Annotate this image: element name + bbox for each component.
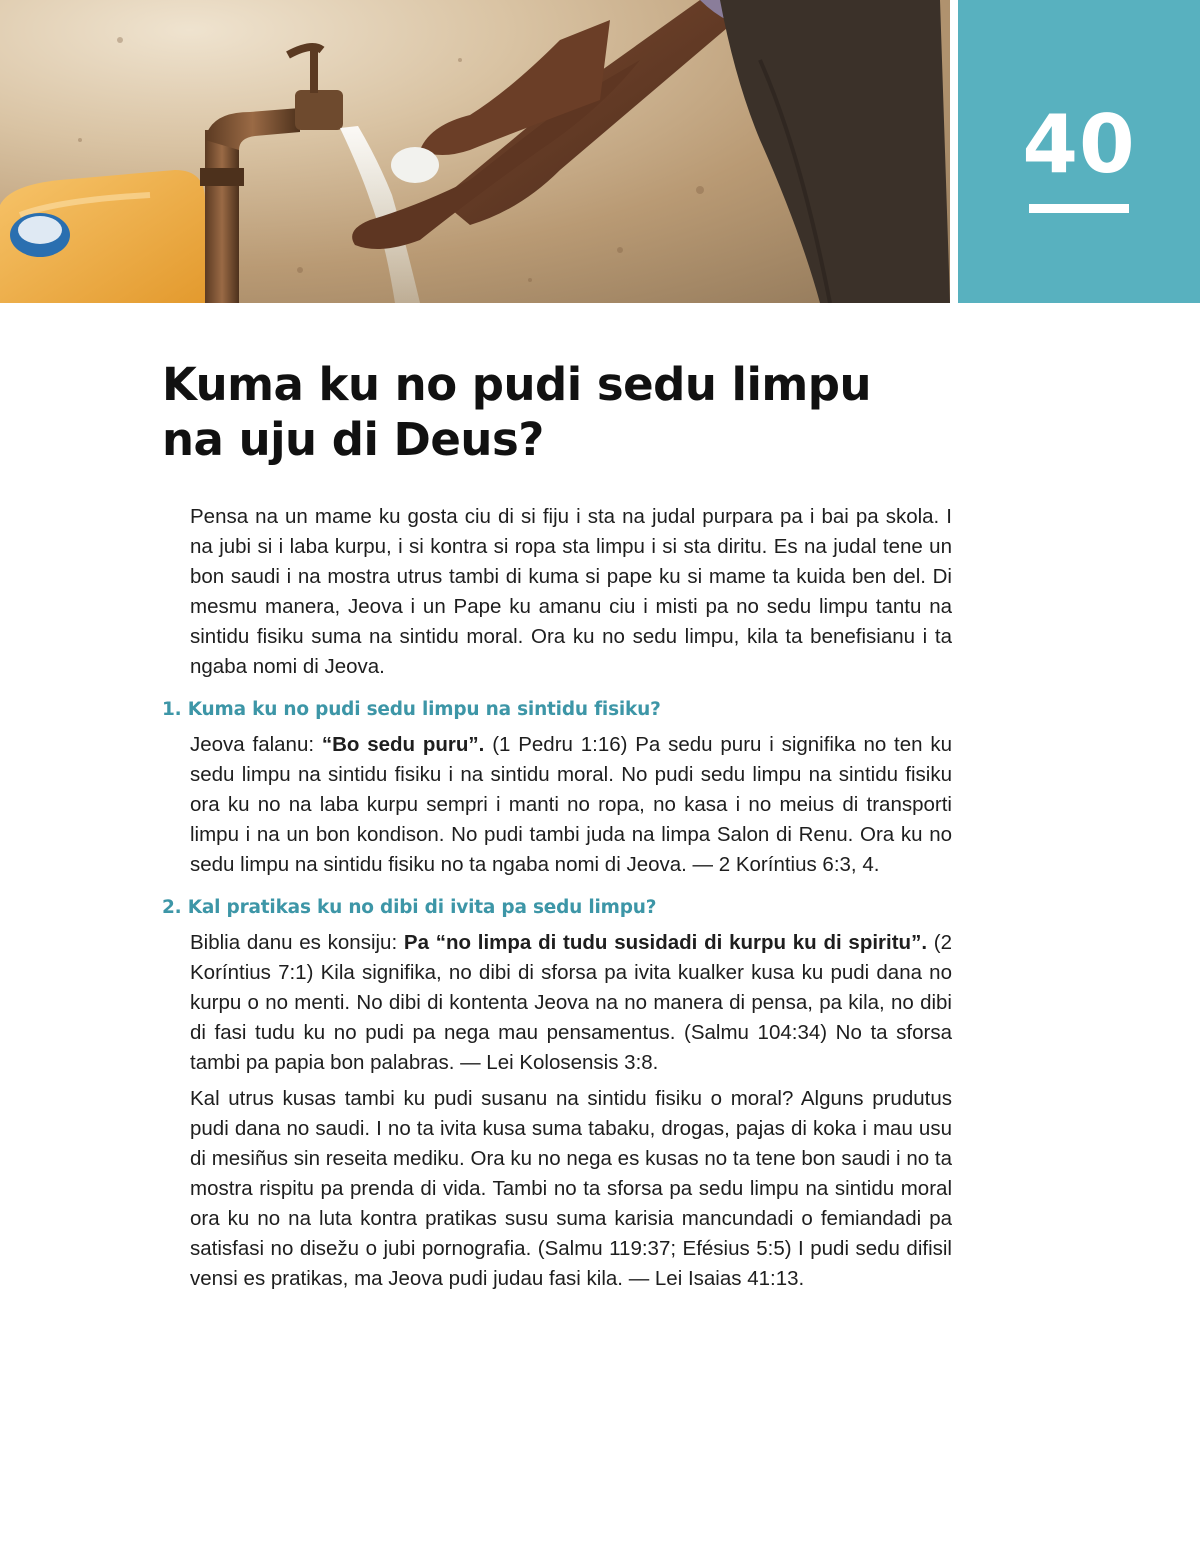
page-title bbox=[162, 357, 962, 467]
section-1-rest: (1 Pedru 1:16) Pa sedu puru i signifika no ten ku sedu limpu na sintidu fisiku i na sintidu moral. No pudi sedu limpu na sintidu fisiku ora ku no na laba kurpu sempri i manti no ropa, no kasa i no meius di transporti limpu i na un bon kondison. No pudi tambi juda na limpa Salon di Renu. Ora ku no sedu limpu na sintidu fisiku no ta ngaba nomi di Jeova. — 2 Koríntius 6:3, 4. bbox=[190, 733, 952, 876]
jerrycan-icon bbox=[0, 170, 205, 303]
section-2-heading: 2. Kal pratikas ku no dibi di ivita pa sedu limpu? bbox=[162, 897, 657, 918]
section-1-paragraph bbox=[190, 730, 952, 880]
lesson-body bbox=[162, 502, 952, 1294]
section-2-rest: (2 Koríntius 7:1) Kila signifika, no dibi di sforsa pa ivita kualker kusa ku pudi dana no kurpu o no menti. No dibi di kontenta Jeova na no manera di pensa, pa kila, no dibi di fasi tudu ku no pudi pa nega mau pensamentus. (Salmu 104:34) No ta sforsa tambi pa papia bon palabras. — Lei Kolosensis 3:8. bbox=[190, 931, 952, 1074]
section-2-paragraph-1 bbox=[190, 928, 952, 1078]
title-line-1: Kuma ku no pudi sedu limpu bbox=[162, 358, 872, 411]
title-line-2: na uju di Deus? bbox=[162, 413, 544, 466]
hands-washing-illustration bbox=[0, 0, 950, 303]
section-2-quote: Pa “no limpa di tudu susidadi di kurpu ku di spiritu”. bbox=[403, 931, 928, 954]
badge-underline bbox=[1029, 204, 1129, 213]
section-2-paragraph-2: Kal utrus kusas tambi ku pudi susanu na sintidu fisiku o moral? Alguns prudutus pudi dana no saudi. I no ta ivita kusa suma tabaku, drogas, pajas di koka i mau usu di mesiñus sin reseita mediku. Ora ku no nega es kusas no ta tene bon saudi i no ta mostra rispitu pa prenda di vida. Tambi no ta sforsa pa sedu limpu na sintidu moral ora ku no na luta kontra pratikas susu suma karisia mancundadi o femiandadi pa satisfasi no disežu o jubi pornografia. (Salmu 119:37; Efésius 5:5) I pudi sedu difisil vensi es pratikas, ma Jeova pudi judau fasi kila. — Lei Isaias 41:13. bbox=[190, 1087, 952, 1290]
section-1-quote: “Bo sedu puru”. bbox=[321, 733, 485, 756]
lesson-number: 40 bbox=[1022, 98, 1136, 191]
section-1-lead: Jeova falanu: bbox=[190, 733, 322, 756]
section-1-heading: 1. Kuma ku no pudi sedu limpu na sintidu fisiku? bbox=[162, 699, 661, 720]
water-tap-icon bbox=[200, 47, 343, 303]
lesson-number-badge bbox=[958, 0, 1200, 303]
hands-icon bbox=[352, 0, 760, 249]
section-2-lead: Biblia danu es konsiju: bbox=[190, 931, 404, 954]
intro-paragraph: Pensa na un mame ku gosta ciu di si fiju i sta na judal purpara pa i bai pa skola. I na jubi si i laba kurpu, i si kontra si ropa sta limpu i si sta diritu. Es na judal tene un bon saudi i na mostra utrus tambi di kuma si pape ku si mame ta kuida ben del. Di mesmu manera, Jeova i un Pape ku amanu ciu i misti pa no sedu limpu tantu na sintidu fisiku suma na sintidu moral. Ora ku no sedu limpu, kila ta benefisianu i ta ngaba nomi di Jeova. bbox=[190, 505, 952, 678]
hero-photo bbox=[0, 0, 950, 303]
